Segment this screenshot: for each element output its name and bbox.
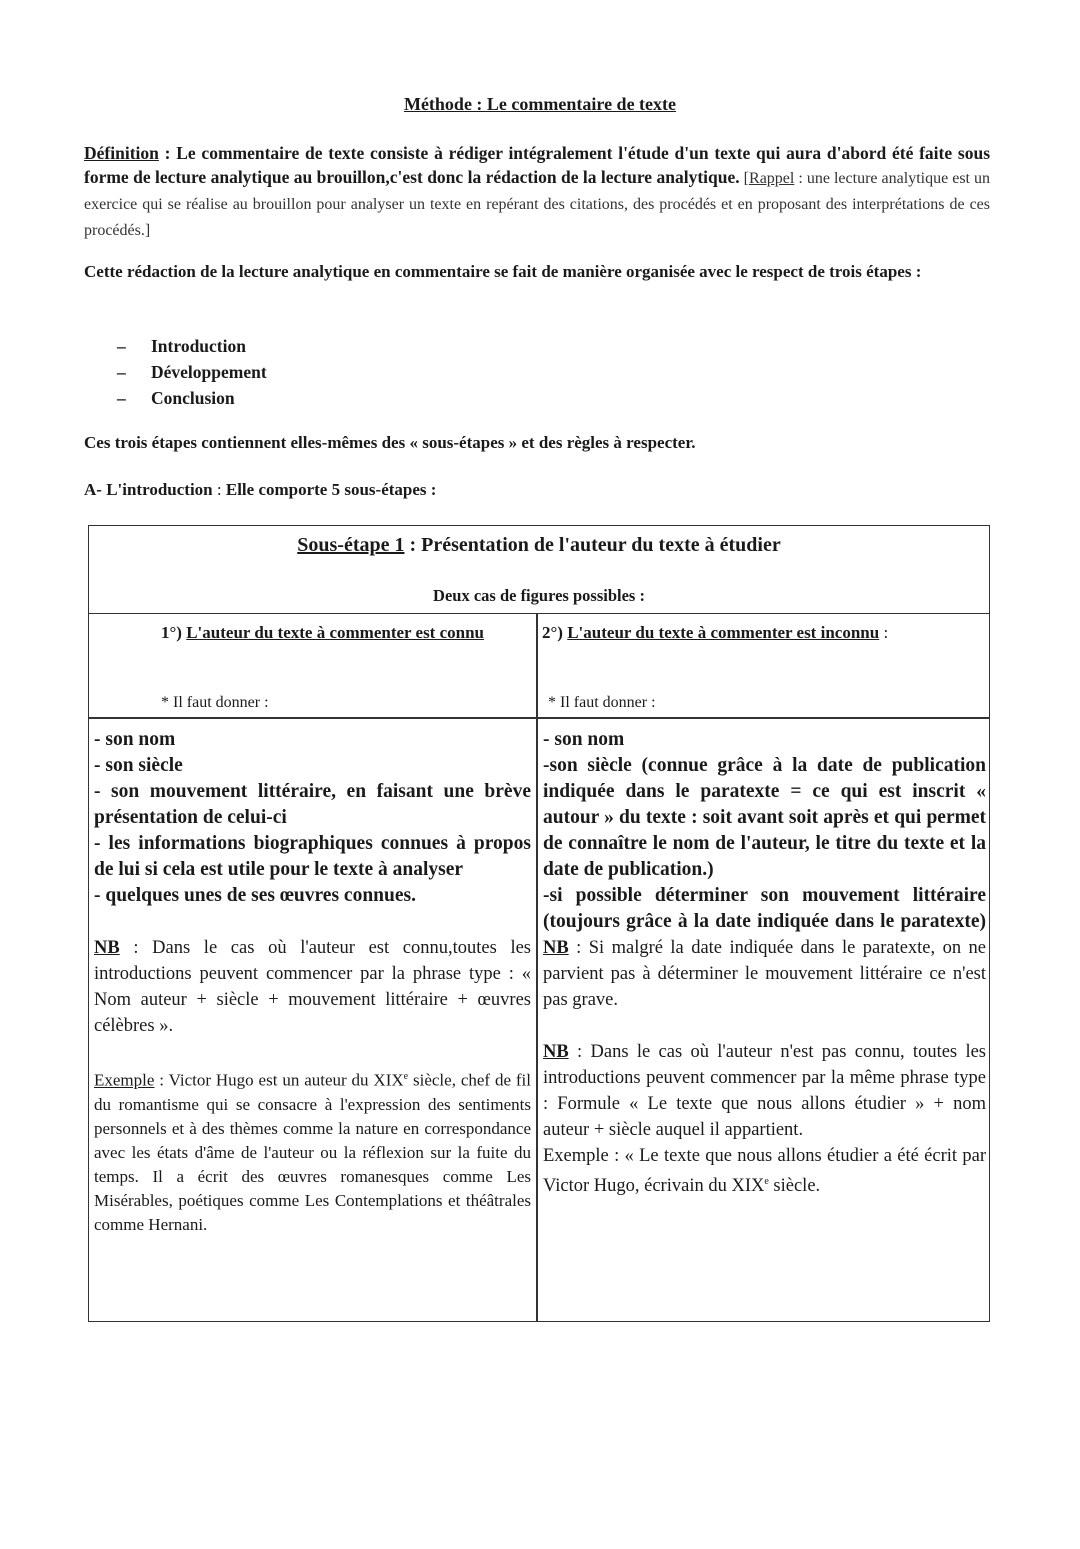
table-row: -si possible déterminer son mouvement littéraire (toujours grâce à la date indiquée dans le paratexte): [543, 885, 986, 932]
rappel-label: Rappel: [749, 170, 795, 187]
table-row: - son mouvement littéraire, en faisant une brève présentation de celui-ci: [94, 781, 531, 828]
case1-header: 1°) L'auteur du texte à commenter est connu * Il faut donner :: [161, 621, 511, 644]
table-row: - son siècle: [94, 755, 183, 776]
table-title: Sous-étape 1 : Présentation de l'auteur du texte à étudier: [297, 534, 781, 556]
row-divider: [89, 717, 989, 719]
rappel-text: : une lecture analytique est un exercice qui se réalise au brouillon pour analyser un texte en repérant des citations, des procédés et en proposant des interprétations de ces procédés.]: [84, 170, 991, 239]
section-a-heading: A- L'introduction : Elle comporte 5 sous-étapes :: [84, 480, 437, 499]
list-item: – Introduction: [117, 336, 246, 356]
case1-example: Exemple : Victor Hugo est un auteur du XIXe siècle, chef de fil du romantisme qui se consacre à l'expression des sentiments personnels et à des thèmes comme la nature en correspondance avec les états d'âme de l'auteur ou la réflexion sur la fuite du temps. Il a écrit des œuvres romanesques comme Les Misérables, poétiques comme Les Contemplations et théâtrales comme Hernani.: [94, 1070, 531, 1234]
table-row: - les informations biographiques connues à propos de lui si cela est utile pour le texte à analyser: [94, 833, 531, 880]
table-row: - son nom: [543, 729, 625, 750]
case2-nb2: NB : Dans le cas où l'auteur n'est pas connu, toutes les introductions peuvent commencer par la même phrase type : Formule « Le texte que nous allons étudier » + nom auteur + siècle auquel il appartient.: [543, 1042, 986, 1140]
case1-give: * Il faut donner :: [161, 694, 269, 711]
table-row: - quelques unes de ses œuvres connues.: [94, 885, 416, 906]
case1-nb: NB : Dans le cas où l'auteur est connu,toutes les introductions peuvent commencer par la phrase type : « Nom auteur + siècle + mouvement littéraire + œuvres célèbres ».: [94, 938, 531, 1036]
list-item: – Développement: [117, 362, 267, 382]
table-row: - son nom: [94, 729, 176, 750]
case1-content: [94, 727, 531, 1237]
definition-label: Définition: [84, 143, 159, 163]
case2-header: 2°) L'auteur du texte à commenter est inconnu : * Il faut donner :: [542, 621, 982, 644]
table-row: -son siècle (connue grâce à la date de publication indiquée dans le paratexte = ce qui est inscrit « autour » du texte : soit avant soit après et qui permet de connaître le nom de l'auteur, le titre du texte et la date de publication.): [543, 755, 986, 880]
intro-paragraph: Cette rédaction de la lecture analytique en commentaire se fait de manière organisée avec le respect de trois étapes :: [84, 262, 922, 281]
definition-paragraph: Définition : Le commentaire de texte consiste à rédiger intégralement l'étude d'un texte qui aura d'abord été faite sous forme de lecture analytique au brouillon,c'est donc la rédaction de la lecture analytique. [Rappel : une lecture analytique est un exercice qui se réalise au brouillon pour analyser un texte en repérant des citations, des procédés et en proposant des interprétations de ces procédés.]: [84, 143, 991, 239]
steps-list: [117, 333, 267, 411]
case2-content: [543, 727, 986, 1199]
definition-text: Le commentaire de texte consiste à rédiger intégralement l'étude d'un texte qui aura d'abord été faite sous forme de lecture analytique au brouillon,c'est donc la rédaction de la lecture analytique.: [84, 143, 990, 187]
list-item: – Conclusion: [117, 388, 235, 408]
table-header: [89, 526, 989, 614]
case2-example: Exemple : « Le texte que nous allons étudier a été écrit par Victor Hugo, écrivain du XIXe siècle.: [543, 1146, 986, 1197]
column-divider: [536, 613, 538, 1321]
page-title: Méthode : Le commentaire de texte: [403, 94, 677, 114]
substep-table: [88, 525, 990, 1322]
table-subtitle: Deux cas de figures possibles :: [433, 586, 645, 605]
substeps-note: Ces trois étapes contiennent elles-mêmes des « sous-étapes » et des règles à respecter.: [84, 433, 696, 452]
case2-nb1: NB : Si malgré la date indiquée dans le paratexte, on ne parvient pas à déterminer le mouvement littéraire ce n'est pas grave.: [543, 938, 986, 1010]
case2-give: * Il faut donner :: [548, 694, 656, 711]
